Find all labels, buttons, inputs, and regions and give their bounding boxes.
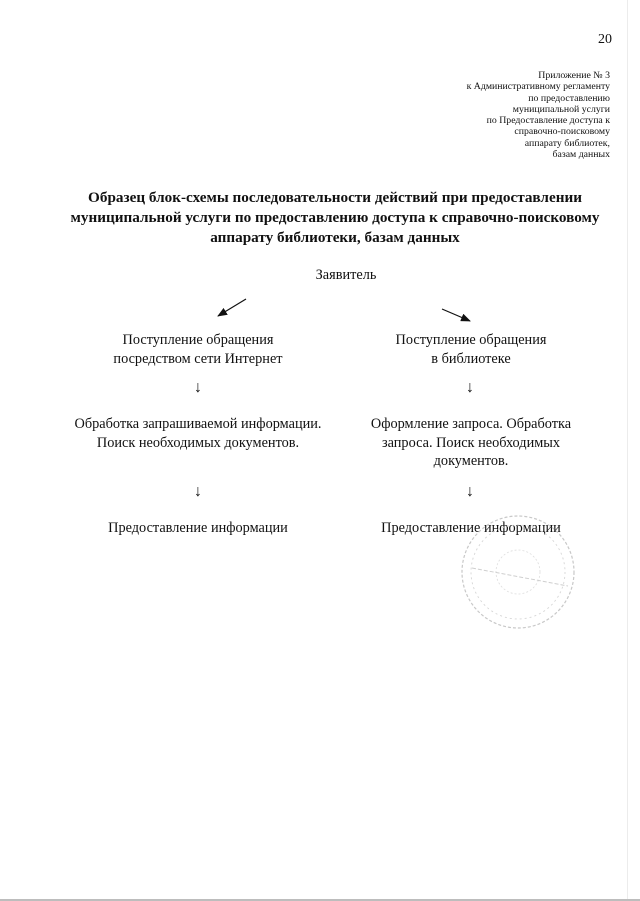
left-processing-line: Поиск необходимых документов. [96, 434, 300, 451]
right-receipt-line: Поступление обращения [395, 332, 547, 348]
appendix-line: базам данных [552, 149, 610, 161]
appendix-line: аппарату библиотек, [524, 137, 610, 149]
left-result-label: Предоставление информации [108, 520, 288, 536]
title-line: Образец блок-схемы последовательности действий при предоставлении [88, 189, 582, 206]
right-receipt-node [361, 331, 581, 368]
appendix-line: к Административному регламенту [466, 81, 610, 93]
applicant-label: Заявитель [315, 267, 377, 283]
title-line: аппарату библиотеки, базам данных [210, 229, 460, 246]
appendix-line: муниципальной услуги [512, 103, 610, 115]
arrow-down-icon: ↓ [194, 379, 202, 396]
right-processing-line: документов. [433, 453, 509, 469]
arrow-down-icon: ↓ [466, 483, 474, 500]
appendix-line: Приложение № 3 [538, 70, 610, 81]
left-receipt-line: Поступление обращения [122, 332, 274, 348]
left-receipt-node [78, 331, 318, 368]
appendix-line: справочно-поисковому [514, 126, 610, 138]
stamp-seal [456, 510, 586, 640]
appendix-line: по Предоставление доступа к [486, 115, 610, 127]
left-processing-node [48, 415, 348, 452]
left-receipt-line: посредством сети Интернет [113, 350, 283, 367]
arrow-down-icon: ↓ [466, 379, 474, 396]
scan-edge [627, 0, 628, 901]
right-processing-line: запроса. Поиск необходимых [381, 434, 561, 451]
right-receipt-line: в библиотеке [431, 350, 511, 367]
title-line: муниципальной услуги по предоставлению доступа к справочно-поисковому [70, 209, 600, 226]
left-processing-line: Обработка запрашиваемой информации. [74, 416, 322, 432]
appendix-line: по предоставлению [528, 92, 610, 104]
arrow-down-icon: ↓ [194, 483, 202, 500]
right-processing-line: Оформление запроса. Обработка [370, 416, 572, 432]
arrow-to-left-branch [218, 299, 246, 316]
right-processing-node [351, 415, 591, 471]
left-result-node [78, 519, 318, 538]
page-number: 20 [598, 32, 612, 47]
arrow-to-right-branch [442, 309, 470, 321]
right-result-label: Предоставление информации [381, 520, 561, 536]
